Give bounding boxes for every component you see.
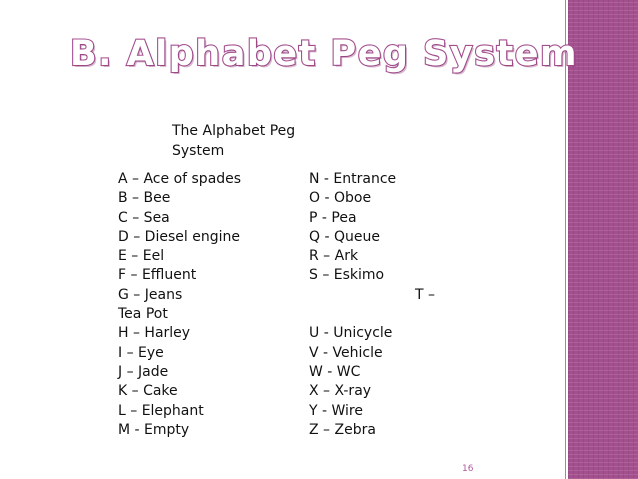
list-item: J – Jade — [118, 363, 169, 380]
list-item: K – Cake — [118, 383, 178, 400]
list-item: G – Jeans — [118, 286, 183, 303]
list-item: I – Eye — [118, 344, 164, 361]
list-item: B – Bee — [118, 190, 171, 207]
list-item: S – Eskimo — [309, 267, 385, 284]
list-item: M - Empty — [118, 421, 190, 438]
list-item: Q - Queue — [309, 228, 380, 245]
slide-title: B. Alphabet Peg System — [70, 34, 578, 74]
peg-list-left — [118, 170, 298, 440]
section-heading: The Alphabet Peg System — [172, 123, 296, 159]
list-item: Tea Pot — [118, 306, 168, 323]
list-item: Z – Zebra — [309, 421, 376, 438]
list-item: T – — [414, 286, 435, 303]
list-item: O - Oboe — [309, 190, 372, 207]
list-item: U - Unicycle — [309, 325, 393, 342]
list-item: L – Elephant — [118, 402, 204, 419]
list-item: P - Pea — [309, 209, 357, 226]
list-item: C – Sea — [118, 209, 170, 226]
page-number: 16 — [462, 464, 474, 474]
list-item: Y - Wire — [309, 402, 363, 419]
list-item: D – Diesel engine — [118, 228, 240, 245]
peg-list-right — [309, 170, 439, 440]
list-item: A – Ace of spades — [118, 171, 242, 187]
list-item: W - WC — [309, 363, 361, 380]
list-item: N - Entrance — [309, 171, 397, 187]
list-item: V - Vehicle — [309, 344, 383, 361]
decorative-side-band — [568, 0, 638, 479]
list-item: X – X-ray — [309, 383, 372, 400]
list-item: H – Harley — [118, 325, 191, 342]
list-item — [309, 305, 439, 324]
list-item: F – Effluent — [118, 267, 197, 284]
list-item: R – Ark — [309, 248, 359, 265]
list-item: E – Eel — [118, 248, 165, 265]
